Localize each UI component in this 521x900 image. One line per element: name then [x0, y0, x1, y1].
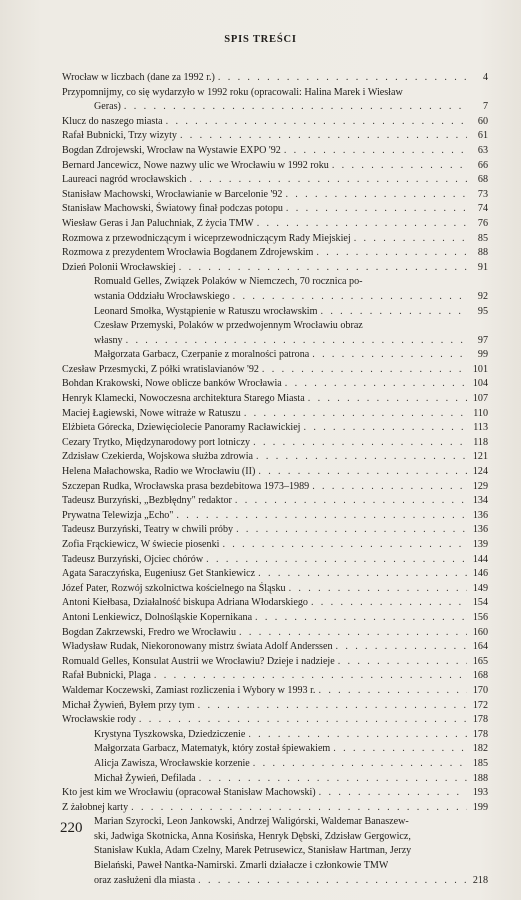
toc-entry-page: 63	[477, 144, 488, 156]
toc-entry-page: 91	[477, 261, 488, 273]
toc-entry-page: 66	[477, 159, 488, 171]
toc-entry	[62, 363, 488, 378]
toc-entry	[62, 757, 488, 772]
toc-entry-page: 113	[473, 422, 488, 434]
toc-entry	[62, 699, 488, 714]
toc-entry	[62, 786, 488, 801]
toc-entry-page: 121	[472, 451, 488, 463]
toc-entry-page: 156	[472, 611, 488, 623]
toc-entry	[62, 275, 488, 290]
toc-entry	[62, 815, 488, 830]
dot-leader	[262, 363, 467, 378]
toc-entry-page: 101	[472, 363, 488, 375]
toc-entry-page: 193	[472, 787, 488, 799]
toc-entry	[62, 348, 488, 363]
toc-entry	[62, 582, 488, 597]
page-title: SPIS TREŚCI	[224, 34, 297, 45]
dot-leader	[308, 392, 467, 407]
toc-entry-title: Geras)	[94, 101, 121, 113]
toc-entry-title: Maciej Łagiewski, Nowe witraże w Ratuszu	[62, 407, 241, 419]
toc-entry-title: Leonard Smołka, Wystąpienie w Ratuszu wrocławskim	[94, 305, 318, 317]
dot-leader	[318, 684, 467, 699]
toc-entry-title: Kto jest kim we Wrocławiu (opracował Stanisław Machowski)	[62, 787, 316, 799]
toc-entry	[62, 319, 488, 334]
dot-leader	[198, 699, 467, 714]
toc-entry	[62, 465, 488, 480]
toc-entry-title: Z żałobnej karty	[62, 801, 129, 813]
dot-leader	[235, 494, 467, 509]
toc-entry-page: 188	[472, 772, 488, 784]
dot-leader	[244, 407, 467, 422]
dot-leader	[236, 523, 467, 538]
dot-leader	[332, 159, 467, 174]
toc-entry	[62, 129, 488, 144]
toc-entry-title: Stanisław Machowski, Wrocławianie w Barcelonie '92	[62, 188, 283, 200]
toc-entry-title: Henryk Klamecki, Nowoczesna architektura Starego Miasta	[62, 393, 305, 405]
toc-entry-title: Cezary Trytko, Międzynarodowy port lotniczy	[62, 436, 251, 448]
toc-entry	[62, 801, 488, 816]
toc-entry-page: 154	[472, 597, 488, 609]
dot-leader	[176, 509, 467, 524]
toc-entry	[62, 859, 488, 874]
dot-leader	[258, 567, 467, 582]
dot-leader	[286, 202, 467, 217]
toc-entry-page: 168	[472, 670, 488, 682]
toc-entry	[62, 261, 488, 276]
toc-entry	[62, 334, 488, 349]
dot-leader	[131, 801, 467, 816]
toc-entry	[62, 144, 488, 159]
dot-leader	[312, 348, 467, 363]
toc-entry-title: Romuald Gelles, Konsulat Austrii we Wrocławiu? Dzieje i nadzieje	[62, 655, 335, 667]
toc-entry-page: 182	[472, 743, 488, 755]
toc-entry-title: Tadeusz Burzyński, Teatry w chwili próby	[62, 524, 234, 536]
toc-entry-title: Bogdan Zakrzewski, Fredro we Wrocławiu	[62, 626, 237, 638]
toc-entry-title: Zofia Frąckiewicz, W świecie piosenki	[62, 539, 220, 550]
dot-leader	[206, 553, 467, 568]
toc-entry-page: 104	[472, 378, 488, 390]
toc-entry	[62, 173, 488, 188]
toc-entry-title: Romuald Gelles, Związek Polaków w Niemczech, 70 rocznica po-	[94, 276, 363, 288]
toc-entry-title: Bielański, Paweł Nantka-Namirski. Zmarli działacze i członkowie TMW	[94, 860, 389, 872]
toc-entry-page: 144	[472, 553, 488, 565]
toc-entry	[62, 436, 488, 451]
toc-entry-page: 74	[477, 203, 488, 215]
toc-entry-page: 178	[472, 714, 488, 726]
toc-entry-title: Rafał Bubnicki, Plaga	[62, 670, 151, 682]
toc-entry-page: 85	[477, 232, 488, 244]
toc-entry	[62, 480, 488, 495]
toc-entry	[62, 509, 488, 524]
toc-entry	[62, 713, 488, 728]
toc-entry	[62, 626, 488, 641]
toc-entry	[62, 217, 488, 232]
toc-entry	[62, 377, 488, 392]
toc-entry-title: Wrocław w liczbach (dane za 1992 r.)	[62, 72, 215, 83]
toc-entry	[62, 596, 488, 611]
toc-entry-title: Dzień Polonii Wrocławskiej	[62, 261, 176, 273]
toc-entry-page: 99	[477, 349, 488, 361]
dot-leader	[253, 436, 467, 451]
toc-entry	[62, 844, 488, 859]
dot-leader	[139, 713, 467, 728]
toc-entry-title: Helena Małachowska, Radio we Wrocławiu (II)	[62, 466, 256, 478]
toc-entry	[62, 115, 488, 130]
toc-entry-page: 146	[472, 568, 488, 580]
dot-leader	[285, 377, 467, 392]
toc-entry	[62, 611, 488, 626]
dot-leader	[289, 582, 467, 597]
toc-entry-page: 7	[482, 101, 488, 113]
toc-entry	[62, 669, 488, 684]
dot-leader	[258, 465, 467, 480]
toc-entry-title: Bogdan Zdrojewski, Wrocław na Wystawie EXPO '92	[62, 144, 281, 156]
toc-entry-title: oraz zasłużeni dla miasta	[94, 874, 196, 886]
toc-entry-title: Michał Żywień, Byłem przy tym	[62, 699, 195, 711]
toc-entry	[62, 188, 488, 203]
toc-entry-page: 92	[477, 290, 488, 302]
dot-leader	[124, 100, 467, 115]
toc-entry-title: Rozmowa z prezydentem Wrocławia Bogdanem Zdrojewskim	[62, 247, 314, 259]
toc-entry-page: 185	[472, 757, 488, 769]
toc-entry	[62, 86, 488, 101]
toc-entry-page: 139	[472, 539, 488, 550]
dot-leader	[338, 655, 467, 670]
toc-entry-title: Małgorzata Garbacz, Matematyk, który został śpiewakiem	[94, 743, 331, 755]
toc-entry-title: Stanisław Kukla, Adam Czelny, Marek Petrusewicz, Stanisław Hartman, Jerzy	[94, 845, 412, 857]
page-number: 220	[60, 820, 83, 836]
toc-entry-title: Laureaci nagród wrocławskich	[62, 174, 187, 186]
dot-leader	[180, 129, 467, 144]
toc-entry-page: 97	[477, 334, 488, 346]
toc-entry-page: 218	[472, 874, 488, 886]
toc-entry	[62, 830, 488, 845]
toc-entry-title: Elżbieta Górecka, Dziewięciolecie Panoramy Racławickiej	[62, 422, 301, 434]
toc-entry-title: Bernard Jancewicz, Nowe nazwy ulic we Wrocławiu w 1992 roku	[62, 159, 329, 171]
toc-entry-title: Rafał Bubnicki, Trzy wizyty	[62, 130, 177, 142]
toc-entry-page: 160	[472, 626, 488, 638]
toc-entry	[62, 684, 488, 699]
toc-entry-page: 136	[472, 524, 488, 536]
dot-leader	[255, 611, 467, 626]
toc-entry-page: 164	[472, 641, 488, 653]
toc-entry-page: 172	[472, 699, 488, 711]
toc-entry-title: Antoni Kiełbasa, Działalność biskupa Adriana Włodarskiego	[62, 597, 308, 609]
toc-entry-title: Tadeusz Burzyński, „Bezbłędny" redaktor	[62, 495, 232, 507]
dot-leader	[333, 742, 467, 757]
toc-entry-page: 149	[472, 582, 488, 594]
toc-entry-page: 95	[477, 305, 488, 317]
toc-entry	[62, 655, 488, 670]
dot-leader	[248, 728, 467, 743]
toc-entry-page: 134	[472, 495, 488, 507]
dot-leader	[222, 538, 467, 553]
toc-entry-title: Krystyna Tyszkowska, Dziedziczenie	[94, 728, 246, 740]
toc-entry	[62, 392, 488, 407]
table-of-contents	[62, 71, 488, 888]
dot-leader	[311, 596, 467, 611]
toc-entry-title: Tadeusz Burzyński, Ojciec chórów	[62, 553, 204, 565]
dot-leader	[312, 480, 467, 495]
toc-entry-title: wstania Oddziału Wrocławskiego	[94, 290, 230, 302]
toc-entry-title: Władysław Rudak, Niekoronowany mistrz świata Adolf Anderssen	[62, 641, 333, 653]
toc-entry	[62, 421, 488, 436]
toc-entry-title: Marian Szyrocki, Leon Jankowski, Andrzej Waligórski, Waldemar Banaszew-	[94, 816, 409, 828]
toc-entry	[62, 232, 488, 247]
dot-leader	[126, 334, 467, 349]
dot-leader	[320, 305, 467, 320]
toc-entry	[62, 100, 488, 115]
toc-entry-title: Prywatna Telewizja „Echo"	[62, 509, 174, 521]
toc-entry	[62, 202, 488, 217]
dot-leader	[316, 246, 467, 261]
toc-entry-title: własny	[94, 334, 123, 346]
dot-leader	[198, 874, 467, 889]
toc-entry-page: 88	[477, 247, 488, 259]
toc-entry	[62, 407, 488, 422]
dot-leader	[179, 261, 467, 276]
toc-entry-page: 136	[472, 509, 488, 521]
dot-leader	[189, 173, 467, 188]
toc-entry	[62, 538, 488, 553]
toc-entry-page: 124	[472, 466, 488, 478]
toc-entry-page: 68	[477, 174, 488, 186]
toc-entry	[62, 742, 488, 757]
dot-leader	[256, 450, 467, 465]
toc-entry	[62, 494, 488, 509]
toc-entry-page: 76	[477, 217, 488, 229]
dot-leader	[319, 786, 467, 801]
dot-leader	[218, 71, 467, 86]
toc-entry-title: Rozmowa z przewodniczącym i wiceprzewodniczącym Rady Miejskiej	[62, 232, 351, 244]
toc-entry	[62, 159, 488, 174]
toc-entry	[62, 553, 488, 568]
toc-entry	[62, 305, 488, 320]
toc-entry-title: Alicja Zawisza, Wrocławskie korzenie	[94, 757, 250, 769]
toc-entry	[62, 772, 488, 787]
toc-entry-title: Michał Żywień, Defilada	[94, 772, 196, 784]
dot-leader	[284, 144, 467, 159]
toc-entry	[62, 640, 488, 655]
dot-leader	[354, 232, 467, 247]
toc-entry-page: 165	[472, 655, 488, 667]
toc-entry-title: Szczepan Rudka, Wrocławska prasa bezdebitowa 1973–1989	[62, 480, 310, 492]
toc-entry-page: 118	[473, 436, 488, 448]
toc-entry-title: Wrocławskie rody	[62, 714, 136, 726]
toc-entry-title: Antoni Lenkiewicz, Dolnośląskie Kopernikana	[62, 611, 253, 623]
toc-entry	[62, 450, 488, 465]
dot-leader	[239, 626, 467, 641]
toc-entry	[62, 290, 488, 305]
dot-leader	[233, 290, 467, 305]
toc-entry-page: 129	[472, 480, 488, 492]
dot-leader	[336, 640, 467, 655]
dot-leader	[154, 669, 467, 684]
toc-entry-page: 199	[472, 801, 488, 813]
toc-entry-page: 4	[482, 72, 488, 83]
toc-entry-page: 178	[472, 728, 488, 740]
toc-entry-page: 61	[477, 130, 488, 142]
toc-entry-page: 60	[477, 115, 488, 127]
toc-entry	[62, 567, 488, 582]
toc-entry-title: Stanisław Machowski, Światowy finał podczas potopu	[62, 203, 283, 215]
toc-entry-title: Przypomnijmy, co się wydarzyło w 1992 roku (opracowali: Halina Marek i Wiesław	[62, 86, 403, 98]
toc-entry-page: 110	[473, 407, 488, 419]
toc-entry	[62, 874, 488, 889]
toc-entry	[62, 71, 488, 86]
dot-leader	[285, 188, 467, 203]
dot-leader	[257, 217, 467, 232]
toc-entry-title: Wiesław Geras i Jan Paluchniak, Z życia TMW	[62, 217, 254, 229]
toc-entry-page: 107	[472, 393, 488, 405]
toc-entry-title: Józef Pater, Rozwój szkolnictwa kościelnego na Śląsku	[62, 582, 286, 594]
toc-entry	[62, 246, 488, 261]
toc-entry	[62, 728, 488, 743]
toc-entry-title: ski, Jadwiga Skotnicka, Anna Kosińska, Henryk Dębski, Zdzisław Gergowicz,	[94, 830, 411, 842]
toc-entry-title: Czesław Przesmycki, Z półki wratislavianów '92	[62, 363, 259, 375]
toc-entry-title: Agata Saraczyńska, Eugeniusz Get Stankiewicz	[62, 568, 256, 580]
dot-leader	[304, 421, 468, 436]
toc-entry-title: Bohdan Krakowski, Nowe oblicze banków Wrocławia	[62, 378, 282, 390]
toc-entry-title: Czesław Przemyski, Polaków w przedwojennym Wrocławiu obraz	[94, 320, 363, 332]
toc-entry-page: 170	[472, 684, 488, 696]
toc-entry	[62, 523, 488, 538]
dot-leader	[253, 757, 467, 772]
dot-leader	[166, 115, 467, 130]
toc-entry-title: Zdzisław Czekierda, Wojskowa służba zdrowia	[62, 451, 254, 463]
toc-entry-title: Klucz do naszego miasta	[62, 115, 163, 127]
toc-entry-title: Waldemar Koczewski, Zamiast rozliczenia i Wybory w 1993 r.	[62, 684, 316, 696]
toc-entry-title: Małgorzata Garbacz, Czerpanie z moralności patrona	[94, 349, 310, 361]
dot-leader	[199, 772, 467, 787]
toc-entry-page: 73	[477, 188, 488, 200]
